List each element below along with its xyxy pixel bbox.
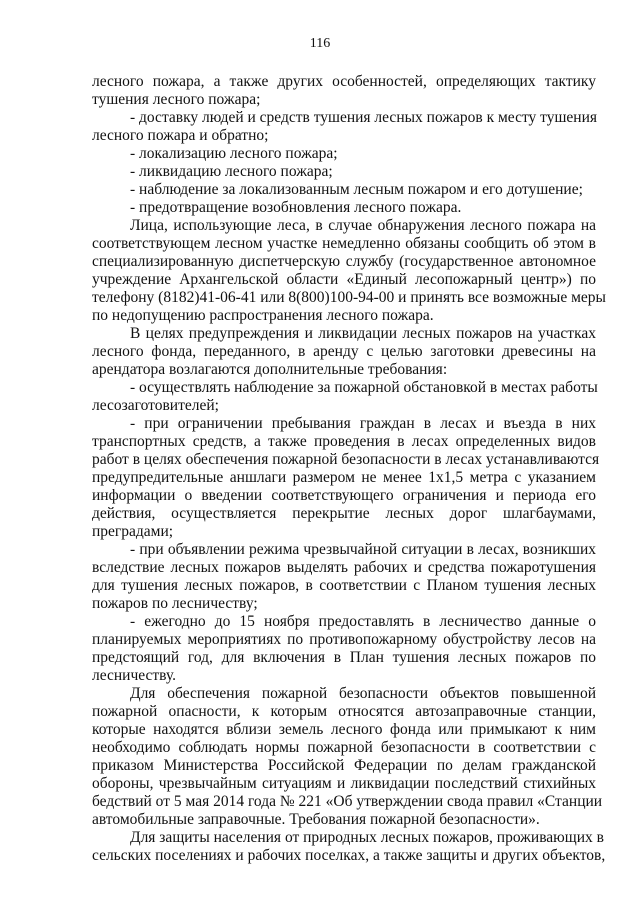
text-line: обороны, чрезвычайным ситуациям и ликвидации последствий стихийных xyxy=(92,775,596,792)
text-line: лесного пожара, а также других особенностей, определяющих тактику xyxy=(92,73,596,90)
text-line: которые находятся вблизи земель лесного фонда или примыкают к ним xyxy=(92,721,596,738)
text-line: лесничеству. xyxy=(92,667,177,684)
text-line: приказом Министерства Российской Федерации по делам гражданской xyxy=(92,757,596,774)
paragraph-first-line: Для обеспечения пожарной безопасности объектов повышенной xyxy=(130,685,596,702)
paragraph-first-line: Для защиты населения от природных лесных пожаров, проживающих в xyxy=(130,829,604,846)
text-line: телефону (8182)41-06-41 или 8(800)100-94-00 и принять все возможные меры xyxy=(92,289,606,306)
text-line: арендатора возлагаются дополнительные требования: xyxy=(92,361,448,378)
text-line: автомобильные заправочные. Требования пожарной безопасности». xyxy=(92,811,540,828)
text-line: планируемых мероприятиях по противопожарному обустройству лесов на xyxy=(92,631,596,648)
list-item-line: - ликвидацию лесного пожара; xyxy=(130,163,333,180)
text-line: лесозаготовителей; xyxy=(92,397,219,414)
text-line: вследствие лесных пожаров выделять рабочих и средства пожаротушения xyxy=(92,559,596,576)
list-item-line: - при объявлении режима чрезвычайной ситуации в лесах, возникших xyxy=(130,541,596,558)
list-item-line: - локализацию лесного пожара; xyxy=(130,145,338,162)
text-line: преградами; xyxy=(92,523,174,540)
text-line: предупредительные аншлаги размером не менее 1х1,5 метра с указанием xyxy=(92,469,596,486)
text-line: учреждение Архангельской области «Единый лесопожарный центр») по xyxy=(92,271,596,288)
text-line: соответствующем лесном участке немедленно обязаны сообщить об этом в xyxy=(92,235,596,252)
text-line: бедствий от 5 мая 2014 года № 221 «Об утверждении свода правил «Станции xyxy=(92,793,603,810)
text-line: транспортных средств, а также проведения в лесах определенных видов xyxy=(92,433,596,450)
text-line: тушения лесного пожара; xyxy=(92,91,261,108)
list-item-line: - осуществлять наблюдение за пожарной обстановкой в местах работы xyxy=(130,379,598,396)
list-item-line: - предотвращение возобновления лесного пожара. xyxy=(130,199,462,216)
text-line: лесного пожара и обратно; xyxy=(92,127,269,144)
text-line: сельских поселениях и рабочих поселках, а также защиты и других объектов, xyxy=(92,847,606,864)
text-line: пожаров по лесничеству; xyxy=(92,595,258,612)
text-line: информации о введении соответствующего ограничения и периода его xyxy=(92,487,596,504)
text-line: предстоящий год, для включения в План тушения лесных пожаров по xyxy=(92,649,596,666)
paragraph-first-line: В целях предупреждения и ликвидации лесных пожаров на участках xyxy=(130,325,596,342)
text-line: лесного фонда, переданного, в аренду с целью заготовки древесины на xyxy=(92,343,596,360)
text-line: пожарной опасности, к которым относятся автозаправочные станции, xyxy=(92,703,596,720)
page-number: 116 xyxy=(309,36,331,51)
list-item-line: - доставку людей и средств тушения лесных пожаров к месту тушения xyxy=(130,109,597,126)
text-line: необходимо соблюдать нормы пожарной безопасности в соответствии с xyxy=(92,739,596,756)
list-item-line: - при ограничении пребывания граждан в лесах и въезда в них xyxy=(130,415,596,432)
text-line: специализированную диспетчерскую службу (государственное автономное xyxy=(92,253,596,270)
list-item-line: - наблюдение за локализованным лесным пожаром и его дотушение; xyxy=(130,181,583,198)
list-item-line: - ежегодно до 15 ноября предоставлять в лесничество данные о xyxy=(130,613,596,630)
paragraph-first-line: Лица, использующие леса, в случае обнаружения лесного пожара на xyxy=(130,217,596,234)
text-line: работ в целях обеспечения пожарной безопасности в лесах устанавливаются xyxy=(92,451,600,468)
text-line: для тушения лесных пожаров, в соответствии с Планом тушения лесных xyxy=(92,577,596,594)
text-line: по недопущению распространения лесного пожара. xyxy=(92,307,434,324)
text-line: действия, осуществляется перекрытие лесных дорог шлагбаумами, xyxy=(92,505,596,522)
